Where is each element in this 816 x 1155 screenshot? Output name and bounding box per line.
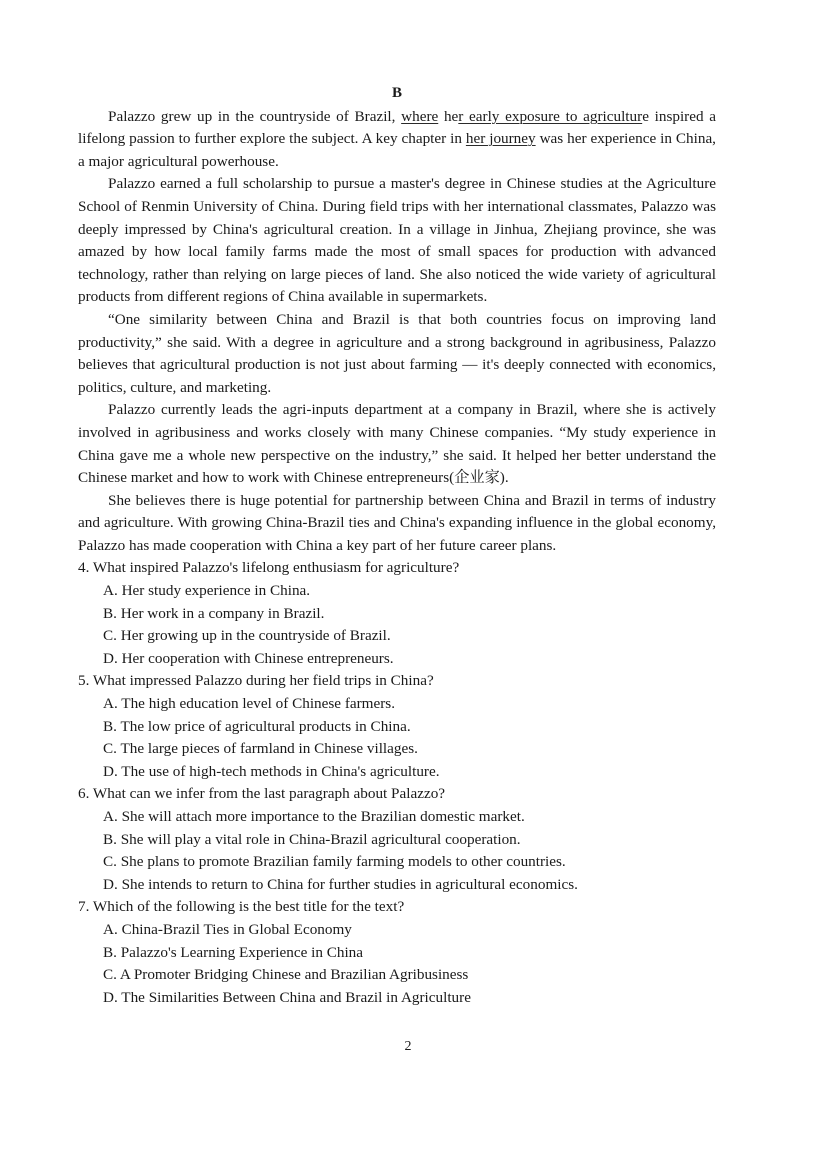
option-text: Her study experience in China. [121, 582, 311, 600]
question-text: What can we infer from the last paragraph about Palazzo? [92, 785, 446, 803]
option-letter: C. [103, 966, 117, 984]
option-text: Her cooperation with Chinese entrepreneurs. [121, 649, 394, 667]
answer-options [78, 693, 716, 783]
option-letter: B. [103, 830, 117, 848]
option-text: She intends to return to China for further studies in agricultural economics. [121, 875, 578, 893]
answer-option[interactable] [103, 738, 716, 761]
question-stem [78, 670, 716, 693]
question-number: 4. [78, 559, 90, 577]
exam-page [78, 82, 716, 1009]
option-text: The large pieces of farmland in Chinese villages. [120, 740, 418, 758]
p1-text-end: was her experience in China, a major agricultural powerhouse. [78, 130, 716, 170]
option-letter: D. [103, 875, 118, 893]
handwritten-underline-exposure: r early exposure to agricultur [458, 107, 643, 125]
option-letter: D. [103, 988, 118, 1006]
question-7 [78, 896, 716, 1009]
answer-option[interactable] [103, 919, 716, 942]
section-label: B [391, 85, 402, 101]
answer-option[interactable] [103, 806, 716, 829]
answer-option[interactable] [103, 625, 716, 648]
answer-options [78, 806, 716, 896]
answer-option[interactable] [103, 942, 716, 965]
question-stem [78, 896, 716, 919]
answer-option[interactable] [103, 580, 716, 603]
passage-paragraph-4: Palazzo currently leads the agri-inputs department at a company in Brazil, where she is actively involved in agribusiness and works closely with many Chinese companies. “My study experience in China gave me a whole new perspective on the industry,” she said. It helped her better understand the Chinese market and how to work with Chinese entrepreneurs(企业家). [78, 401, 716, 487]
option-letter: A. [103, 582, 118, 600]
option-text: The Similarities Between China and Brazil in Agriculture [121, 988, 471, 1006]
answer-option[interactable] [103, 964, 716, 987]
option-letter: B. [103, 717, 117, 735]
option-text: The low price of agricultural products in China. [120, 717, 411, 735]
option-letter: A. [103, 920, 118, 938]
option-text: Palazzo's Learning Experience in China [120, 943, 364, 961]
answer-option[interactable] [103, 851, 716, 874]
option-letter: C. [103, 627, 117, 645]
passage-paragraph-5: She believes there is huge potential for partnership between China and Brazil in terms of industry and agriculture. With growing China-Brazil ties and China's expanding influence in the global economy, Palazzo has made cooperation with China a key part of her future career plans. [78, 491, 716, 554]
option-text: She will play a vital role in China-Brazil agricultural cooperation. [120, 830, 521, 848]
handwritten-underline-journey: her journey [465, 130, 536, 148]
option-letter: C. [103, 740, 117, 758]
question-stem [78, 557, 716, 580]
answer-option[interactable] [103, 874, 716, 897]
page-number: 2 [404, 1039, 412, 1054]
question-number: 6. [78, 785, 90, 803]
option-text: A Promoter Bridging Chinese and Brazilian Agribusiness [119, 966, 469, 984]
option-text: The high education level of Chinese farmers. [121, 695, 395, 713]
option-letter: A. [103, 695, 118, 713]
passage-paragraph-2: Palazzo earned a full scholarship to pursue a master's degree in Chinese studies at the Agriculture School of Renmin University of China. During field trips with her international classmates, Palazzo was deeply impressed by China's agricultural creation. In a village in Jinhua, Zhejiang province, she was amazed by how local family farms made the most of small spaces for production with advanced technology, rather than relying on large pieces of land. She also noticed the wide variety of agricultural products from different regions of China available in supermarkets. [78, 175, 716, 306]
option-letter: B. [103, 604, 117, 622]
option-text: China-Brazil Ties in Global Economy [121, 920, 352, 938]
answer-option[interactable] [103, 603, 716, 626]
answer-option[interactable] [103, 716, 716, 739]
p1-text-mid: he [438, 107, 459, 125]
option-letter: D. [103, 762, 118, 780]
answer-option[interactable] [103, 693, 716, 716]
option-letter: C. [103, 853, 117, 871]
answer-option[interactable] [103, 987, 716, 1010]
reading-passage [78, 106, 716, 558]
question-text: What inspired Palazzo's lifelong enthusiasm for agriculture? [92, 559, 460, 577]
question-number: 5. [78, 672, 90, 690]
option-text: She will attach more importance to the Brazilian domestic market. [121, 808, 525, 825]
question-6 [78, 783, 716, 896]
p1-text-after-exposure: e inspired a lifelong passion to further explore the subject. A key chapter in [78, 107, 716, 148]
answer-options [78, 919, 716, 1009]
option-text: The use of high-tech methods in China's agriculture. [121, 762, 440, 780]
p1-text-start: Palazzo grew up in the countryside of Brazil, [108, 107, 402, 125]
option-letter: B. [103, 943, 117, 961]
answer-option[interactable] [103, 761, 716, 784]
question-text: What impressed Palazzo during her field trips in China? [92, 672, 434, 690]
option-text: Her work in a company in Brazil. [120, 604, 325, 622]
question-list [78, 557, 716, 1009]
question-stem [78, 783, 716, 806]
option-letter: A. [103, 808, 118, 825]
option-text: She plans to promote Brazilian family farming models to other countries. [120, 853, 566, 871]
answer-option[interactable] [103, 648, 716, 671]
handwritten-underline-where: where [401, 107, 439, 125]
passage-paragraph-3: “One similarity between China and Brazil is that both countries focus on improving land productivity,” she said. With a degree in agriculture and a strong background in agribusiness, Palazzo believes that agricultural production is not just about farming — it's deeply connected with economics, politics, culture, and marketing. [78, 310, 716, 396]
question-text: Which of the following is the best title for the text? [92, 898, 405, 916]
question-5 [78, 670, 716, 783]
option-text: Her growing up in the countryside of Brazil. [120, 627, 391, 645]
passage-paragraph-1 [78, 106, 716, 174]
answer-options [78, 580, 716, 670]
answer-option[interactable] [103, 829, 716, 852]
question-4 [78, 557, 716, 670]
question-number: 7. [78, 898, 90, 916]
option-letter: D. [103, 649, 118, 667]
